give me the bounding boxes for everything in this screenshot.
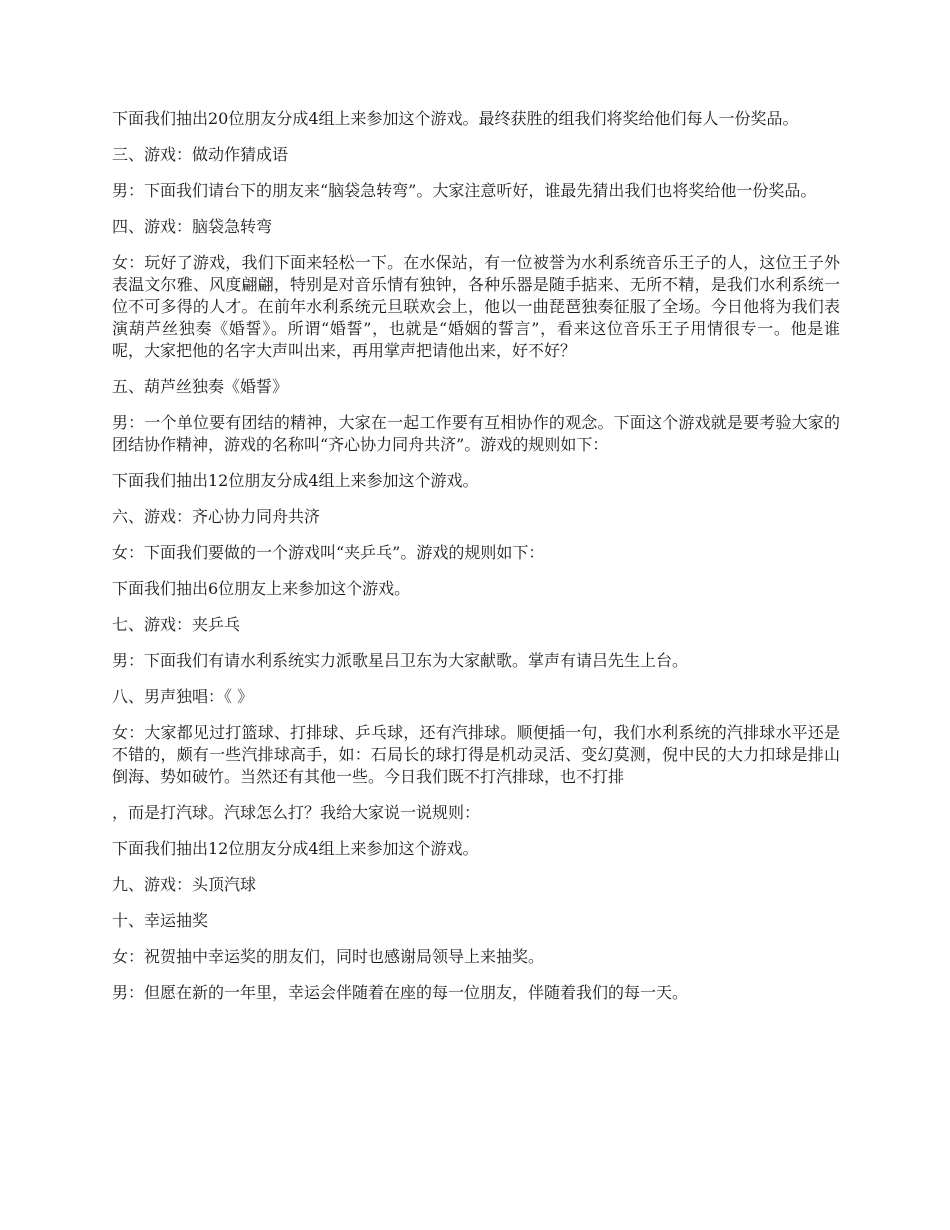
paragraph-3: 女：玩好了游戏，我们下面来轻松一下。在水保站，有一位被誉为水利系统音乐王子的人，这位王子外表温文尔雅、风度翩翩，特别是对音乐情有独钟，各种乐器是随手掂来、无所不精，是我们水利系统一位不可多得的人才。在前年水利系统元旦联欢会上，他以一曲琵琶独奏征服了全场。今日他将为我们表演葫芦丝独奏《婚誓》。所谓“婚誓”，也就是“婚姻的誓言”，看来这位音乐王子用情很专一。他是谁呢，大家把他的名字大声叫出来，再用掌声把请他出来，好不好？: [112, 253, 840, 360]
document-page: [112, 108, 840, 1018]
paragraph-9: 女：大家都见过打篮球、打排球、乒乓球，还有汽排球。顺便插一句，我们水利系统的汽排球水平还是不错的，颇有一些汽排球高手，如：石局长的球打得是机动灵活、变幻莫测，倪中民的大力扣球是排山倒海、势如破竹。当然还有其他一些。今日我们既不打汽排球，也不打排: [112, 723, 840, 786]
heading-10: 十、幸运抽奖: [112, 911, 209, 930]
paragraph-5: 下面我们抽出12位朋友分成4组上来参加这个游戏。: [112, 471, 479, 490]
paragraph-12: 女：祝贺抽中幸运奖的朋友们，同时也感谢局领导上来抽奖。: [112, 947, 545, 966]
paragraph-13: 男：但愿在新的一年里，幸运会伴随着在座的每一位朋友，伴随着我们的每一天。: [112, 983, 689, 1002]
heading-8: 八、男声独唱：《 》: [112, 687, 254, 706]
paragraph-10: ，而是打汽球。汽球怎么打？我给大家说一说规则：: [112, 803, 481, 822]
heading-4: 四、游戏：脑袋急转弯: [112, 217, 273, 236]
paragraph-7: 下面我们抽出6位朋友上来参加这个游戏。: [112, 579, 411, 598]
paragraph-8: 男：下面我们有请水利系统实力派歌星吕卫东为大家献歌。掌声有请吕先生上台。: [112, 651, 689, 670]
heading-5: 五、葫芦丝独奏《婚誓》: [112, 377, 289, 396]
heading-7: 七、游戏：夹乒乓: [112, 615, 241, 634]
heading-3: 三、游戏：做动作猜成语: [112, 145, 289, 164]
paragraph-2: 男：下面我们请台下的朋友来“脑袋急转弯”。大家注意听好，谁最先猜出我们也将奖给他一份奖品。: [112, 181, 817, 200]
paragraph-4: 男：一个单位要有团结的精神，大家在一起工作要有互相协作的观念。下面这个游戏就是要考验大家的团结协作精神，游戏的名称叫“齐心协力同舟共济”。游戏的规则如下：: [112, 413, 840, 454]
heading-9: 九、游戏：头顶汽球: [112, 875, 257, 894]
paragraph-6: 女：下面我们要做的一个游戏叫“夹乒乓”。游戏的规则如下：: [112, 543, 545, 562]
paragraph-11: 下面我们抽出12位朋友分成4组上来参加这个游戏。: [112, 839, 479, 858]
heading-6: 六、游戏：齐心协力同舟共济: [112, 507, 321, 526]
paragraph-1: 下面我们抽出20位朋友分成4组上来参加这个游戏。最终获胜的组我们将奖给他们每人一份奖品。: [112, 109, 799, 128]
